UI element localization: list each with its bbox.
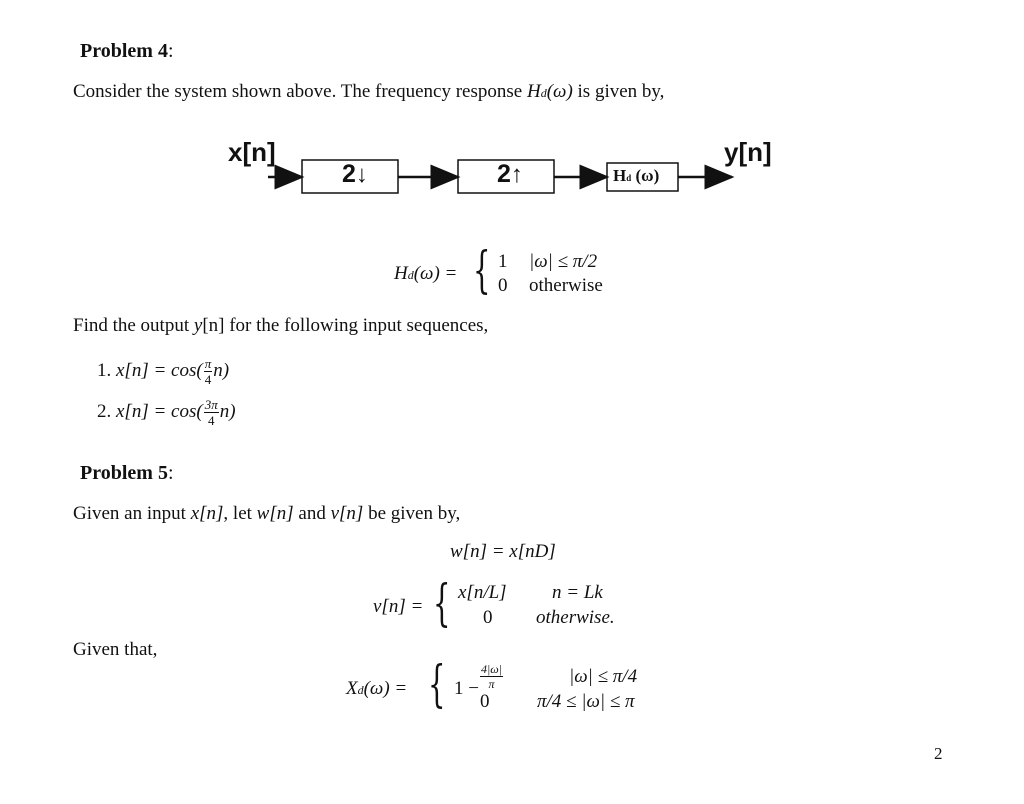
- item-lhs: x[n] = cos(: [116, 400, 203, 422]
- x-def-val2: 0: [480, 691, 490, 712]
- problem-4-colon: :: [167, 40, 174, 62]
- item-rhs: n): [219, 400, 236, 422]
- intro-func: H: [526, 81, 541, 102]
- v-def-cond1: n = Lk: [552, 582, 603, 603]
- down-arrow-icon: ↓: [355, 161, 368, 188]
- frac-den: π: [488, 677, 495, 691]
- filter-def-lhs: [394, 263, 457, 285]
- filter-def-val1: 1: [498, 251, 508, 272]
- x-def-arg: (ω) =: [363, 678, 408, 699]
- item-fraction: [204, 357, 213, 386]
- block-diagram: [0, 0, 1024, 240]
- find-idx: [n]: [202, 315, 225, 336]
- x-def-cond1: |ω| ≤ π/4: [569, 666, 638, 687]
- frac-den: 4: [207, 413, 215, 428]
- frac-num: 3π: [204, 397, 218, 412]
- p5-w: w[n]: [256, 503, 294, 524]
- list-item: [97, 398, 236, 427]
- find-text-a: Find the output: [73, 315, 190, 336]
- item-number: 2.: [97, 400, 112, 422]
- find-text-b: for the following input sequences,: [229, 315, 489, 336]
- x-def-fraction: [480, 663, 503, 690]
- x-def-cond2: π/4 ≤ |ω| ≤ π: [537, 691, 635, 712]
- filter-def-cond1: |ω| ≤ π/2: [529, 251, 598, 272]
- downsampler-label: [342, 160, 368, 189]
- item-fraction: [204, 398, 219, 427]
- output-label: y[n]: [724, 137, 772, 167]
- page-number: 2: [934, 744, 943, 763]
- p5-text-a: Given an input: [73, 503, 186, 524]
- item-rhs: n): [213, 359, 230, 381]
- x-def-one-minus: 1 −: [454, 678, 479, 699]
- filter-def-brace: {: [473, 241, 491, 299]
- filter-label: [613, 166, 659, 186]
- filter-def-val2: 0: [498, 275, 508, 296]
- downsampler-factor: 2: [342, 160, 356, 188]
- problem-5-title: Problem 5: [80, 462, 168, 484]
- list-item: [97, 357, 229, 386]
- x-def-lhs: [346, 678, 407, 700]
- find-var: y: [193, 315, 203, 336]
- p5-text-c: and: [298, 503, 326, 524]
- v-def-val2: 0: [483, 607, 493, 628]
- v-def-val1: x[n/L]: [458, 582, 507, 603]
- intro-text-a: Consider the system shown above. The frequency response: [73, 81, 523, 102]
- intro-text-b: is given by,: [577, 81, 665, 102]
- p5-v: v[n]: [330, 503, 364, 524]
- filter-def-cond2: otherwise: [529, 275, 603, 296]
- diagram-arrows: [0, 0, 1024, 240]
- upsampler-label: [497, 160, 523, 189]
- find-output-text: [73, 315, 488, 337]
- problem-4-title: Problem 4: [80, 40, 168, 62]
- intro-sub: d: [540, 86, 547, 100]
- w-definition: w[n] = x[nD]: [450, 541, 556, 562]
- frac-num: π: [204, 356, 212, 371]
- v-def-lhs: v[n] =: [373, 596, 424, 617]
- up-arrow-icon: ↑: [510, 161, 523, 188]
- filter-sub: d: [626, 173, 632, 183]
- v-def-cond2: otherwise.: [536, 607, 615, 628]
- item-lhs: x[n] = cos(: [116, 359, 203, 381]
- p5-x: x[n]: [190, 503, 224, 524]
- input-label: x[n]: [228, 137, 276, 167]
- given-that-text: Given that,: [73, 639, 158, 660]
- filter-def-arg: (ω) =: [413, 263, 458, 284]
- item-number: 1.: [97, 359, 112, 381]
- upsampler-factor: 2: [497, 160, 511, 188]
- p5-text-b: , let: [223, 503, 252, 524]
- frac-den: 4: [204, 372, 212, 387]
- intro-arg: (ω): [546, 81, 573, 102]
- x-def-brace: {: [428, 655, 446, 713]
- filter-def-h: H: [394, 263, 408, 284]
- x-def-sub: d: [357, 683, 364, 697]
- problem-5-intro: [73, 503, 460, 525]
- filter-def-sub: d: [407, 268, 414, 282]
- filter-h: H: [613, 166, 627, 185]
- p5-text-d: be given by,: [368, 503, 461, 524]
- problem-5-heading: [80, 462, 174, 485]
- x-def-x: X: [346, 678, 358, 699]
- frac-num: 4|ω|: [480, 662, 503, 676]
- filter-arg: (ω): [635, 166, 660, 185]
- problem-5-colon: :: [167, 462, 174, 484]
- v-def-brace: {: [433, 574, 451, 632]
